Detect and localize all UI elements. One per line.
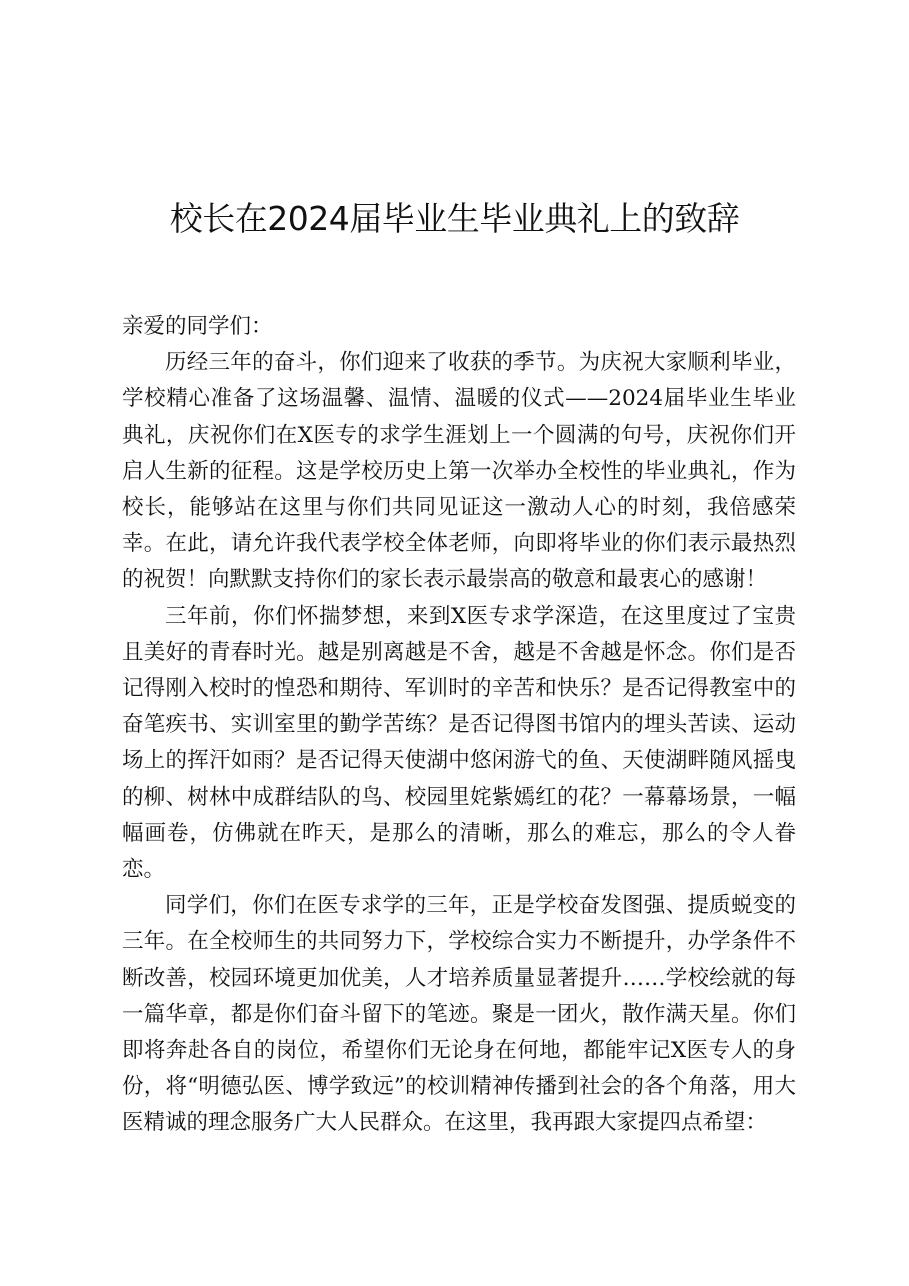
paragraph-3: 同学们，你们在医专求学的三年，正是学校奋发图强、提质蜕变的三年。在全校师生的共同努力下，学校综合实力不断提升，办学条件不断改善，校园环境更加优美，人才培养质量显著提升……学校绘就的每一篇华章，都是你们奋斗留下的笔迹。聚是一团火，散作满天星。你们即将奔赴各自的岗位，希望你们无论身在何地，都能牢记X医专人的身份，将“明德弘医、博学致远”的校训精神传播到社会的各个角落，用大医精诚的理念服务广大人民群众。在这里，我再跟大家提四点希望：: [122, 893, 796, 1136]
document-body: [122, 309, 796, 1142]
document-title: 校长在2024届毕业生毕业典礼上的致辞: [169, 199, 740, 238]
paragraph-2: 三年前，你们怀揣梦想，来到X医专求学深造，在这里度过了宝贵且美好的青春时光。越是别离越是不舍，越是不舍越是怀念。你们是否记得刚入校时的惶恐和期待、军训时的辛苦和快乐？是否记得教室中的奋笔疾书、实训室里的勤学苦练？是否记得图书馆内的埋头苦读、运动场上的挥汗如雨？是否记得天使湖中悠闲游弋的鱼、天使湖畔随风摇曳的柳、树林中成群结队的鸟、校园里姹紫嫣红的花？一幕幕场景，一幅幅画卷，仿佛就在昨天，是那么的清晰，那么的难忘，那么的令人眷恋。: [122, 603, 796, 883]
paragraph-1: 历经三年的奋斗，你们迎来了收获的季节。为庆祝大家顺利毕业，学校精心准备了这场温馨、温情、温暖的仪式——2024届毕业生毕业典礼，庆祝你们在X医专的求学生涯划上一个圆满的句号，庆祝你们开启人生新的征程。这是学校历史上第一次举办全校性的毕业典礼，作为校长，能够站在这里与你们共同见证这一激动人心的时刻，我倍感荣幸。在此，请允许我代表学校全体老师，向即将毕业的你们表示最热烈的祝贺！向默默支持你们的家长表示最崇高的敬意和最衷心的感谢！: [122, 350, 796, 593]
salutation: 亲爱的同学们：: [122, 314, 273, 339]
